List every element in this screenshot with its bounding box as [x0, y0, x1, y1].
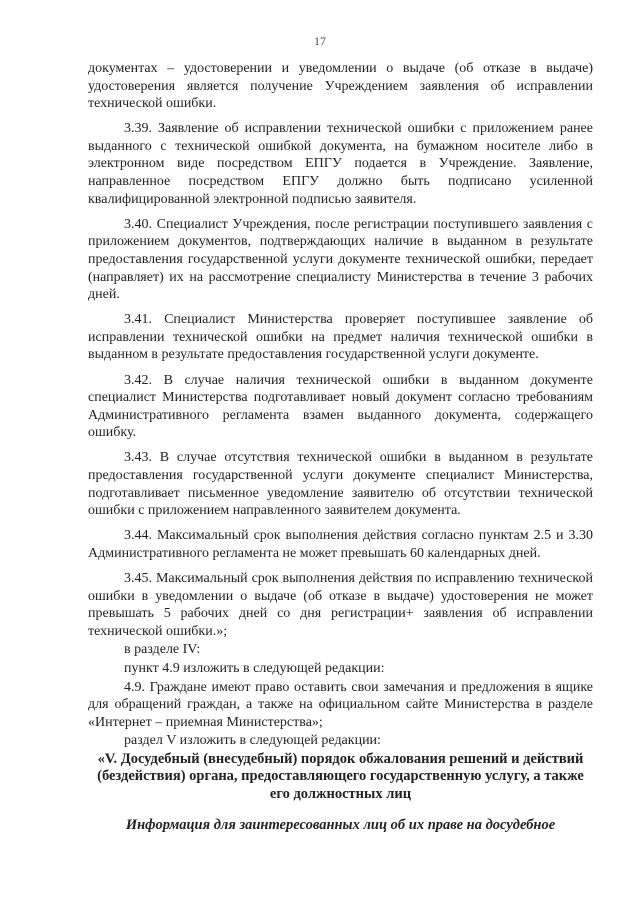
paragraph-4-9: 4.9. Граждане имеют право оставить свои замечания и предложения в ящике для обращений граждан, а также на официальном сайте Министерства в разделе «Интернет – приемная Министерства»;	[88, 679, 593, 730]
paragraph-3-40: 3.40. Специалист Учреждения, после регистрации поступившего заявления с приложением документов, подтверждающих наличие в выданном в результате предоставления государственной услуги документе технической ошибки, передает (направляет) их на рассмотрение специалисту Министерства в течение 3 рабочих дней.	[88, 216, 593, 303]
paragraph-3-45: 3.45. Максимальный срок выполнения действия по исправлению технической ошибки в уведомлении о выдаче (об отказе в выдаче) удостоверения не может превышать 5 рабочих дней со дня регистрации+ заявления об исправлении технической ошибки.»;	[88, 570, 593, 639]
document-body	[88, 60, 593, 835]
paragraph-3-44: 3.44. Максимальный срок выполнения действия согласно пунктам 2.5 и 3.30 Административного регламента не может превышать 60 календарных дней.	[88, 528, 593, 561]
page-number: 17	[314, 34, 326, 48]
section-v-subheading: Информация для заинтересованных лиц об их праве на досудебное	[125, 817, 556, 834]
section-v-heading: «V. Досудебный (внесудебный) порядок обжалования решений и действий (бездействия) органа, предоставляющего государственную услугу, а также его должностных лиц	[97, 750, 584, 802]
paragraph-3-39: 3.39. Заявление об исправлении технической ошибки с приложением ранее выданного с технической ошибкой документа, на бумажном носителе либо в электронном виде посредством ЕПГУ подается в Учреждение. Заявление, направленное посредством ЕПГУ должно быть подписано усиленной квалифицированной электронной подписью заявителя.	[88, 121, 593, 207]
paragraph-3-43: 3.43. В случае отсутствия технической ошибки в выданном в результате предоставления государственной услуги документе специалист Министерства, подготавливает письменное уведомление заявителю об отсутствии технической ошибки с приложением направленного заявителем документа.	[88, 450, 593, 519]
paragraph-continuation: документах – удостоверении и уведомлении о выдаче (об отказе в выдаче) удостоверения является получение Учреждением заявления об исправлении технической ошибки.	[88, 61, 593, 112]
paragraph-3-42: 3.42. В случае наличия технической ошибки в выданном документе специалист Министерства подготавливает новый документ согласно требованиям Административного регламента взамен выданного документа, содержащего ошибку.	[88, 372, 593, 441]
paragraph-item-4-9-intro: пункт 4.9 изложить в следующей редакции:	[124, 660, 385, 676]
paragraph-section-v-intro: раздел V изложить в следующей редакции:	[124, 733, 381, 749]
paragraph-3-41: 3.41. Специалист Министерства проверяет поступившее заявление об исправлении технической ошибки на предмет наличия технической ошибки в выданном в результате предоставления государственной услуги документе.	[88, 312, 593, 363]
paragraph-section-iv: в разделе IV:	[124, 642, 201, 658]
